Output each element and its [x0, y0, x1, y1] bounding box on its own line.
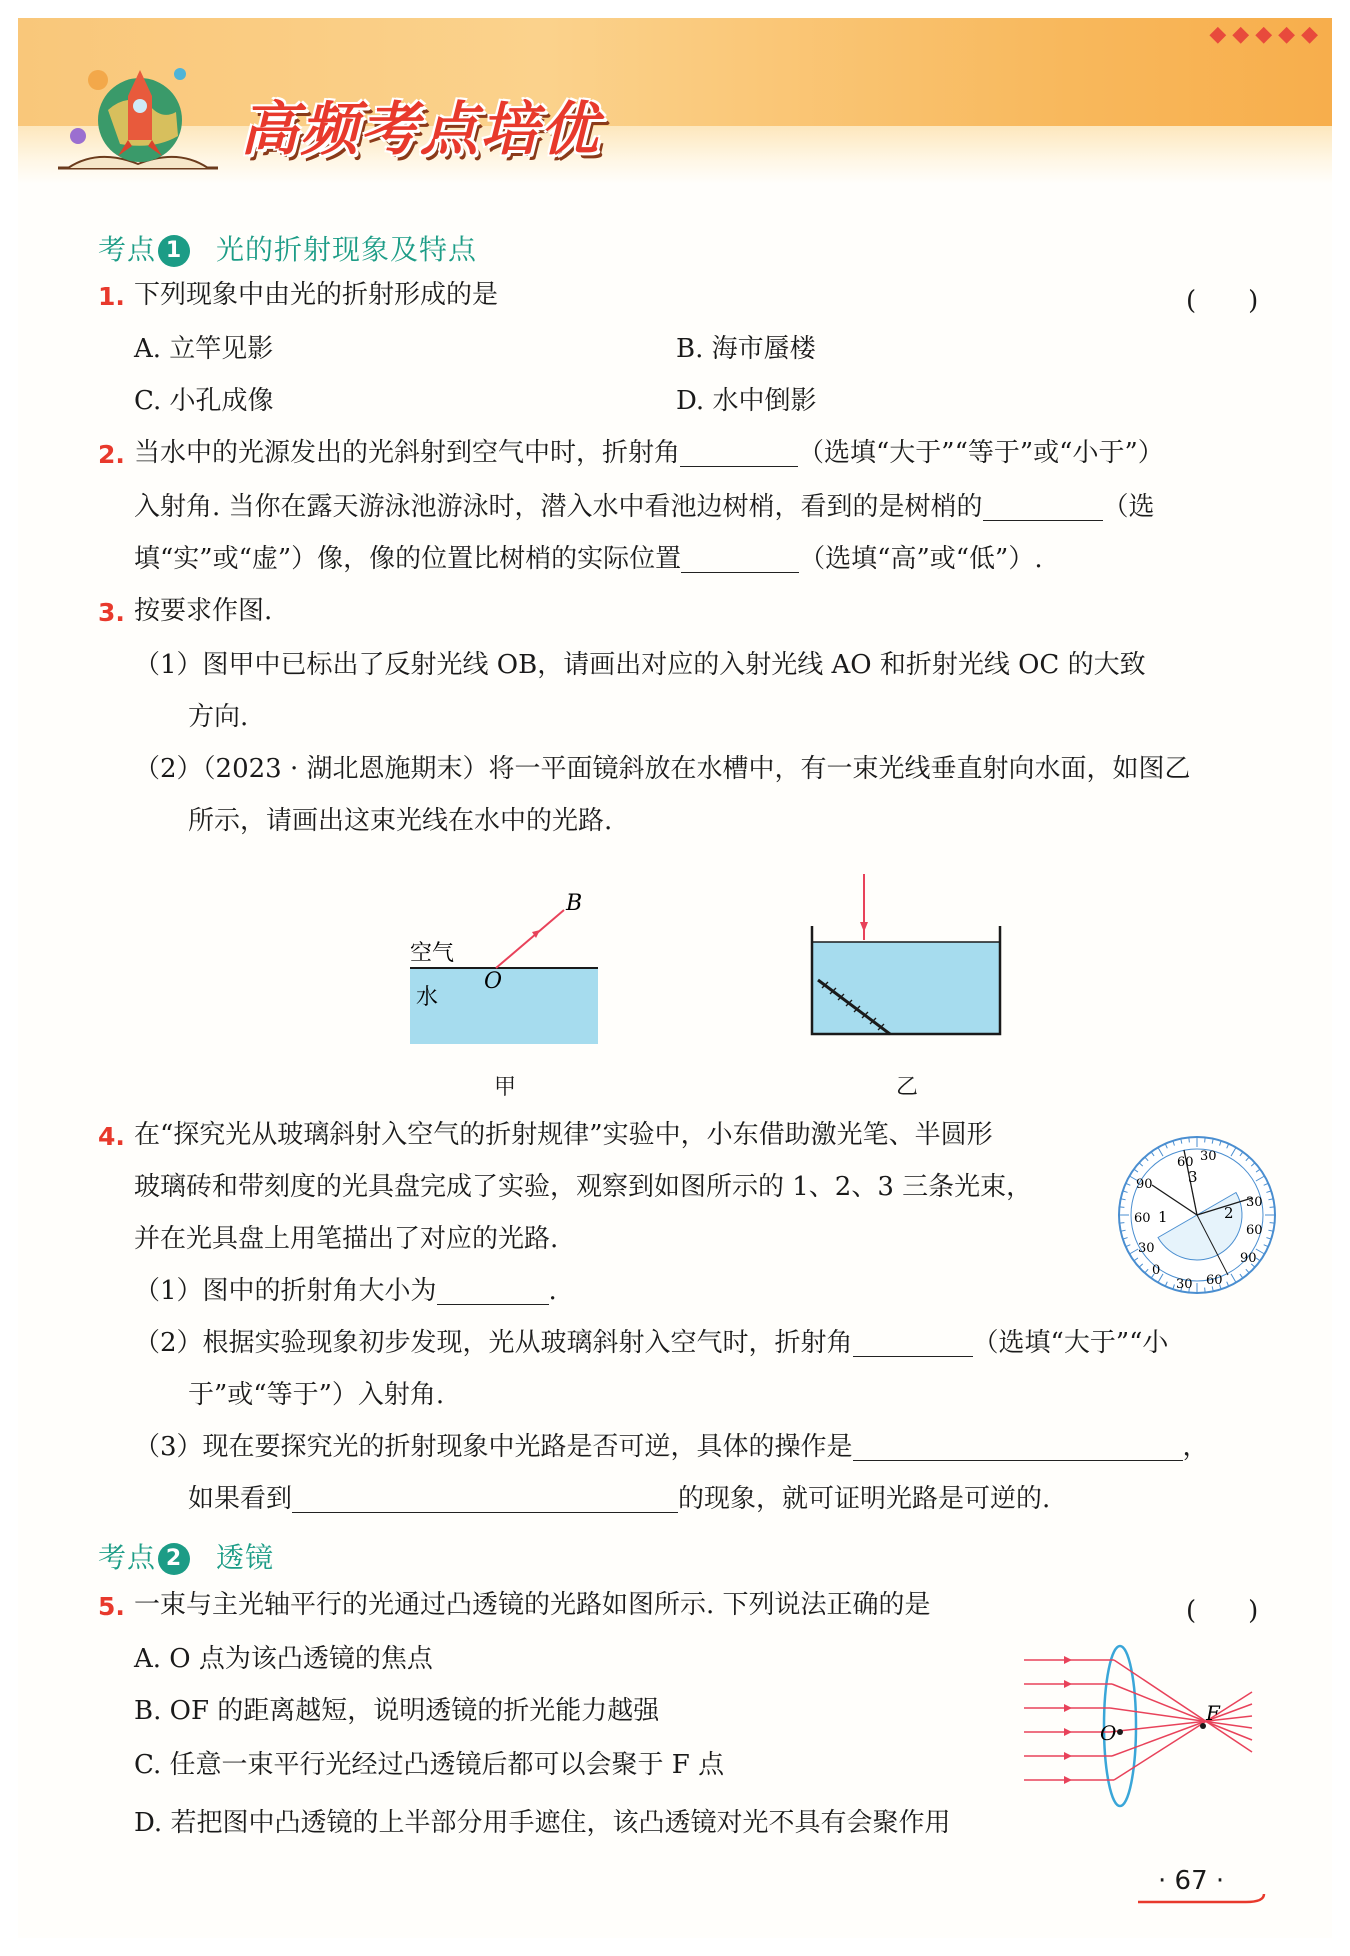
water-label: 水	[416, 985, 439, 1010]
question-number-4: 4.	[98, 1122, 125, 1151]
dial-tick	[1119, 1223, 1124, 1224]
water-region	[812, 942, 1000, 1034]
beam-label-2: 2	[1224, 1204, 1234, 1222]
q2-text-a: 当水中的光源发出的光斜射到空气中时，折射角	[134, 438, 681, 468]
page-number: · 67 ·	[1158, 1866, 1225, 1896]
figure-yi	[800, 870, 1012, 1050]
question-3-part-2: （2）（2023 · 湖北恩施期末）将一平面镜斜放在水槽中，有一束光线垂直射向水面，如图乙	[134, 754, 1191, 784]
figure-jia-caption: 甲	[494, 1075, 517, 1100]
banner-decoration: ◆◆◆◆◆	[1209, 22, 1324, 47]
question-3-part-1: （1）图甲中已标出了反射光线 OB，请画出对应的入射光线 AO 和折射光线 OC 的大致	[134, 650, 1146, 680]
question-3-part-2-cont: 所示，请画出这束光线在水中的光路.	[188, 806, 613, 836]
arrow-icon	[860, 922, 868, 932]
answer-blank[interactable]	[681, 546, 799, 573]
optical-dial	[1112, 1130, 1282, 1300]
answer-blank[interactable]	[983, 494, 1103, 521]
dial-label: 60	[1177, 1155, 1194, 1170]
question-2-line-2	[134, 492, 1155, 522]
question-4-part-3-cont	[188, 1484, 1050, 1514]
section-number: 2	[158, 1543, 190, 1575]
dial-label: 30	[1176, 1277, 1193, 1292]
question-2-line-3	[134, 544, 1043, 574]
option-a[interactable]: A. O 点为该凸透镜的焦点	[134, 1644, 433, 1674]
reflected-ray-ob	[496, 910, 564, 968]
dial-tick	[1189, 1137, 1190, 1142]
question-1-text: 下列现象中由光的折射形成的是	[134, 280, 499, 310]
water-region	[410, 968, 598, 1044]
section-title: 光的折射现象及特点	[216, 233, 478, 266]
dial-tick	[1205, 1137, 1206, 1142]
figure-jia	[400, 880, 620, 1060]
dial-label: 60	[1206, 1273, 1223, 1288]
q4-p3-text-a: （3）现在要探究光的折射现象中光路是否可逆，具体的操作是	[134, 1432, 853, 1462]
answer-blank[interactable]	[853, 1434, 1183, 1461]
q4-p3-text-c: 的现象，就可证明光路是可逆的.	[678, 1484, 1051, 1514]
q2-text-c: 入射角. 当你在露天游泳池游泳时，潜入水中看池边树梢，看到的是树梢的	[134, 492, 983, 522]
banner-title: 高频考点培优	[240, 95, 601, 163]
question-5-text: 一束与主光轴平行的光通过凸透镜的光路如图所示. 下列说法正确的是	[134, 1590, 931, 1620]
q4-p2-text-a: （2）根据实验现象初步发现，光从玻璃斜射入空气时，折射角	[134, 1328, 853, 1358]
question-4-part-2	[134, 1328, 1168, 1358]
dial-tick	[1119, 1207, 1124, 1208]
dial-label: 30	[1138, 1241, 1155, 1256]
dial-label: 90	[1136, 1177, 1153, 1192]
q2-text-f: （选填“高”或“低”）.	[799, 544, 1043, 574]
question-3-text: 按要求作图.	[134, 596, 273, 626]
question-3-part-1-cont: 方向.	[188, 702, 249, 732]
section-label: 考点	[98, 1541, 157, 1574]
option-d[interactable]: D. 若把图中凸透镜的上半部分用手遮住，该凸透镜对光不具有会聚作用	[134, 1808, 951, 1838]
answer-paren-5[interactable]: ( )	[1186, 1596, 1259, 1626]
option-a[interactable]: A. 立竿见影	[134, 334, 274, 364]
question-number-2: 2.	[98, 440, 125, 469]
beam-label-3: 3	[1188, 1168, 1198, 1186]
convex-lens-figure	[1020, 1640, 1280, 1810]
question-number-5: 5.	[98, 1592, 125, 1621]
q2-text-e: 填“实”或“虚”）像，像的位置比树梢的实际位置	[134, 544, 682, 574]
question-4-line-3: 并在光具盘上用笔描出了对应的光路.	[134, 1224, 559, 1254]
air-label: 空气	[410, 941, 455, 966]
q4-p3-text-b: 如果看到	[188, 1484, 293, 1514]
option-d[interactable]: D. 水中倒影	[676, 386, 817, 416]
dial-tick	[1205, 1288, 1206, 1293]
section-title: 透镜	[216, 1541, 275, 1574]
dial-label: 30	[1200, 1149, 1217, 1164]
option-b[interactable]: B. OF 的距离越短，说明透镜的折光能力越强	[134, 1696, 660, 1726]
page-number-decoration	[1138, 1888, 1272, 1912]
point-b-label: B	[566, 891, 583, 916]
point-o	[1117, 1729, 1123, 1735]
question-2-line-1	[134, 438, 1164, 468]
q4-p1-end: .	[548, 1276, 557, 1306]
q2-text-d: （选	[1102, 492, 1155, 522]
question-number-3: 3.	[98, 598, 125, 627]
question-4-line-2: 玻璃砖和带刻度的光具盘完成了实验，观察到如图所示的 1、2、3 三条光束，	[134, 1172, 1033, 1202]
section-heading-2	[98, 1536, 274, 1576]
section-label: 考点	[98, 233, 157, 266]
answer-blank[interactable]	[680, 440, 798, 467]
dial-tick	[1270, 1207, 1275, 1208]
answer-paren-1[interactable]: ( )	[1186, 286, 1259, 316]
arrow-icons	[1064, 1656, 1072, 1784]
question-number-1: 1.	[98, 282, 125, 311]
beam-label-1: 1	[1158, 1208, 1168, 1226]
q4-p2-text-b: （选填“大于”“小	[972, 1328, 1169, 1358]
answer-blank[interactable]	[437, 1278, 549, 1305]
q4-p1-text: （1）图中的折射角大小为	[134, 1276, 437, 1306]
option-b[interactable]: B. 海市蜃楼	[676, 334, 816, 364]
section-number: 1	[158, 235, 190, 267]
answer-blank[interactable]	[292, 1486, 678, 1513]
dial-label: 90	[1240, 1251, 1257, 1266]
question-4-part-3	[134, 1432, 1209, 1462]
dial-label: 60	[1246, 1223, 1263, 1238]
dial-tick	[1270, 1223, 1275, 1224]
option-c[interactable]: C. 小孔成像	[134, 386, 274, 416]
question-4-part-2-cont: 于”或“等于”）入射角.	[188, 1380, 445, 1410]
answer-blank[interactable]	[853, 1330, 973, 1357]
option-c[interactable]: C. 任意一束平行光经过凸透镜后都可以会聚于 F 点	[134, 1750, 725, 1780]
dial-label: 30	[1246, 1195, 1263, 1210]
dial-label: 0	[1152, 1263, 1161, 1278]
section-heading-1	[98, 228, 477, 268]
rocket-globe-icon	[58, 40, 218, 190]
point-o-label: O	[1100, 1721, 1117, 1745]
point-o-label: O	[484, 969, 503, 994]
question-4-part-1	[134, 1276, 557, 1306]
question-4-line-1: 在“探究光从玻璃斜射入空气的折射规律”实验中，小东借助激光笔、半圆形	[134, 1120, 993, 1150]
figure-yi-caption: 乙	[896, 1075, 919, 1100]
dial-label: 60	[1134, 1211, 1151, 1226]
q4-p3-end: ，	[1182, 1432, 1209, 1462]
q2-text-b: （选填“大于”“等于”或“小于”）	[798, 438, 1164, 468]
point-f-label: F	[1206, 1701, 1220, 1725]
